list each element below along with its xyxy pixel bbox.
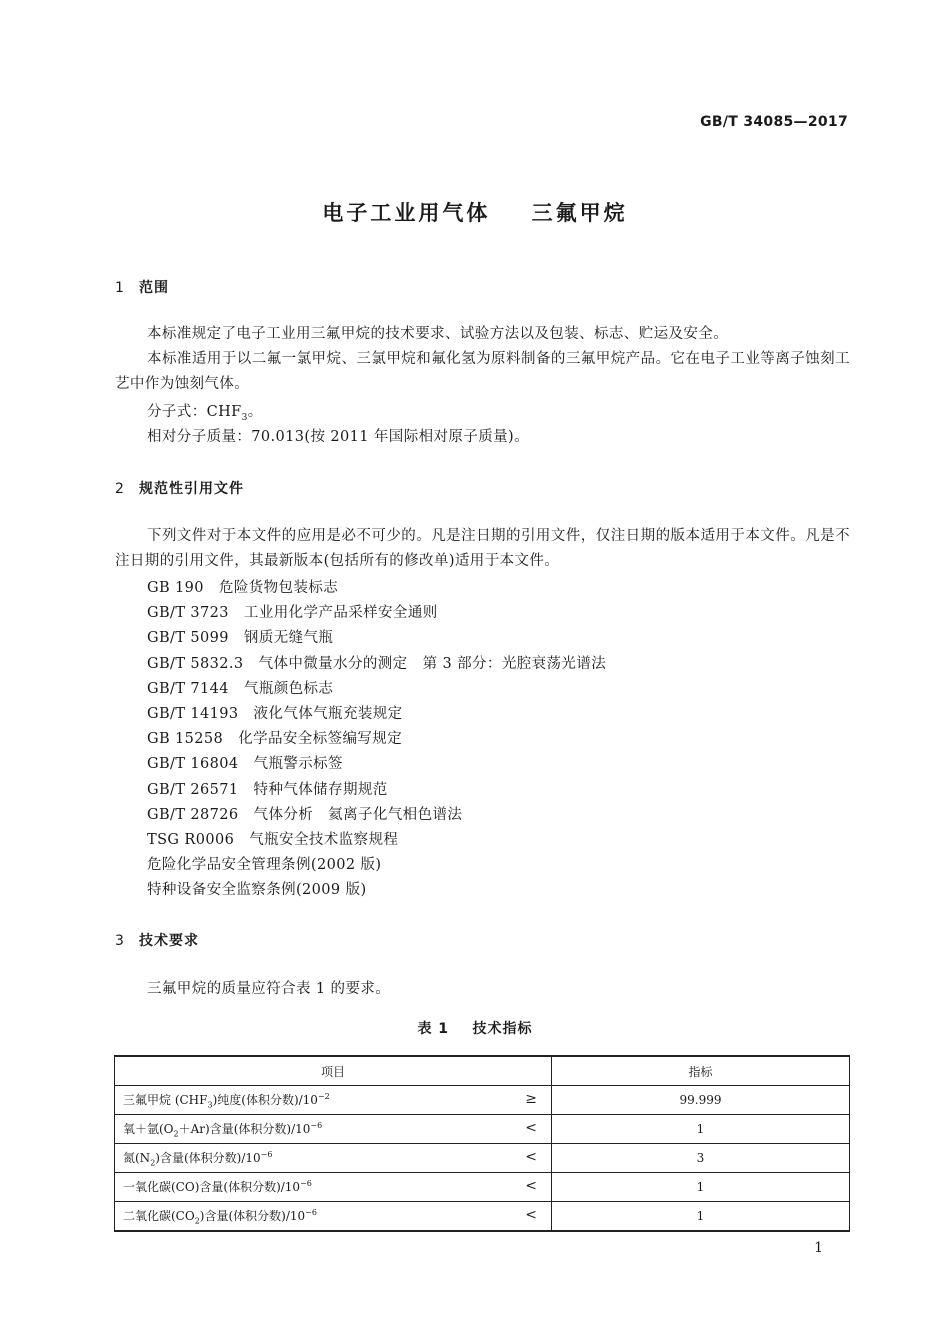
formula-label: 分子式：CHF — [147, 404, 242, 420]
item-superscript: −6 — [260, 1149, 273, 1159]
section-number: 1 — [115, 280, 125, 296]
technical-requirements-intro: 三氟甲烷的质量应符合表 1 的要求。 — [147, 981, 391, 997]
comparison-operator: ≥ — [525, 1091, 537, 1107]
item-subscript: 3 — [207, 1100, 213, 1110]
row-item-name — [115, 1173, 552, 1202]
reference-item: GB 15258 化学品安全标签编写规定 — [147, 731, 403, 748]
comparison-operator: < — [525, 1178, 537, 1194]
section-number: 2 — [115, 481, 125, 497]
item-text: 氮(N — [123, 1150, 151, 1165]
technical-specification-table — [114, 1055, 850, 1232]
row-item-name — [115, 1086, 552, 1115]
table-row — [115, 1144, 850, 1173]
reference-item: TSG R0006 气瓶安全技术监察规程 — [147, 831, 399, 848]
item-text: 三氟甲烷 (CHF — [123, 1092, 208, 1107]
molecular-formula — [147, 400, 263, 423]
item-text: ＋Ar)含量(体积分数)/10 — [178, 1121, 311, 1136]
reference-item: 特种设备安全监察条例(2009 版) — [147, 882, 367, 899]
formula-end: 。 — [247, 404, 263, 420]
row-value: 99.999 — [552, 1086, 850, 1115]
normative-references-intro: 下列文件对于本文件的应用是必不可少的。凡是注日期的引用文件，仅注日期的版本适用于本文件。凡是不注日期的引用文件，其最新版本(包括所有的修改单)适用于本文件。 — [115, 528, 850, 569]
reference-item: GB/T 26571 特种气体储存期规范 — [147, 781, 388, 798]
table-row — [115, 1086, 850, 1115]
item-text: )纯度(体积分数)/10 — [212, 1092, 318, 1107]
table-row — [115, 1115, 850, 1144]
section-3-heading — [115, 930, 199, 950]
item-text: )含量(体积分数)/10 — [199, 1208, 306, 1223]
reference-list — [147, 576, 606, 903]
scope-paragraph-1: 本标准规定了电子工业用三氟甲烷的技术要求、试验方法以及包装、标志、贮运及安全。 — [147, 326, 729, 342]
item-superscript: −6 — [300, 1178, 312, 1188]
table-caption: 表 1 技术指标 — [417, 1021, 533, 1037]
item-text: )含量(体积分数)/10 — [155, 1150, 261, 1165]
table-body — [115, 1086, 850, 1232]
item-subscript: 2 — [150, 1158, 156, 1168]
scope-paragraph-2: 本标准适用于以二氟一氯甲烷、三氯甲烷和氟化氢为原料制备的三氟甲烷产品。它在电子工业等离子蚀刻工艺中作为蚀刻气体。 — [115, 351, 850, 392]
table-row — [115, 1173, 850, 1202]
section-title: 技术要求 — [139, 933, 199, 949]
header-value: 指标 — [552, 1056, 850, 1086]
reference-item: GB/T 3723 工业用化学产品采样安全通则 — [147, 605, 438, 622]
document-title: 电子工业用气体 三氟甲烷 — [322, 201, 628, 225]
item-superscript: −2 — [317, 1091, 330, 1101]
item-text: 二氧化碳(CO — [123, 1208, 195, 1223]
item-text: 一氧化碳(CO)含量(体积分数)/10 — [123, 1179, 301, 1194]
row-item-name — [115, 1202, 552, 1232]
comparison-operator: < — [525, 1120, 537, 1136]
reference-item: GB/T 5099 钢质无缝气瓶 — [147, 630, 334, 647]
formula-subscript: 3 — [241, 412, 248, 423]
standard-number: GB/T 34085—2017 — [700, 114, 848, 130]
item-subscript: 2 — [173, 1129, 179, 1139]
item-subscript: 2 — [194, 1216, 200, 1226]
header-item: 项目 — [115, 1056, 552, 1086]
row-item-name — [115, 1144, 552, 1173]
comparison-operator: < — [525, 1207, 537, 1223]
section-number: 3 — [115, 933, 125, 949]
table-row — [115, 1202, 850, 1232]
molecular-mass: 相对分子质量：70.013(按 2011 年国际相对原子质量)。 — [147, 429, 529, 445]
item-superscript: −6 — [310, 1120, 323, 1130]
comparison-operator: < — [525, 1149, 537, 1165]
section-2-heading — [115, 478, 244, 498]
item-text: 氧＋氩(O — [123, 1121, 174, 1136]
row-value: 1 — [552, 1115, 850, 1144]
section-1-heading — [115, 277, 169, 297]
page-number: 1 — [814, 1240, 823, 1256]
reference-item: GB/T 14193 液化气体气瓶充装规定 — [147, 705, 403, 722]
reference-item: GB/T 28726 气体分析 氦离子化气相色谱法 — [147, 806, 463, 823]
row-value: 3 — [552, 1144, 850, 1173]
row-item-name — [115, 1115, 552, 1144]
reference-item: GB/T 16804 气瓶警示标签 — [147, 756, 343, 773]
row-value: 1 — [552, 1173, 850, 1202]
section-title: 规范性引用文件 — [139, 481, 244, 497]
reference-item: GB 190 危险货物包装标志 — [147, 580, 339, 596]
section-title: 范围 — [139, 280, 169, 296]
item-superscript: −6 — [305, 1207, 317, 1217]
row-value: 1 — [552, 1202, 850, 1232]
table-header-row — [115, 1056, 850, 1086]
reference-item: GB/T 5832.3 气体中微量水分的测定 第 3 部分：光腔衰荡光谱法 — [147, 655, 607, 672]
reference-item: GB/T 7144 气瓶颜色标志 — [147, 680, 334, 697]
reference-item: 危险化学品安全管理条例(2002 版) — [147, 857, 382, 874]
